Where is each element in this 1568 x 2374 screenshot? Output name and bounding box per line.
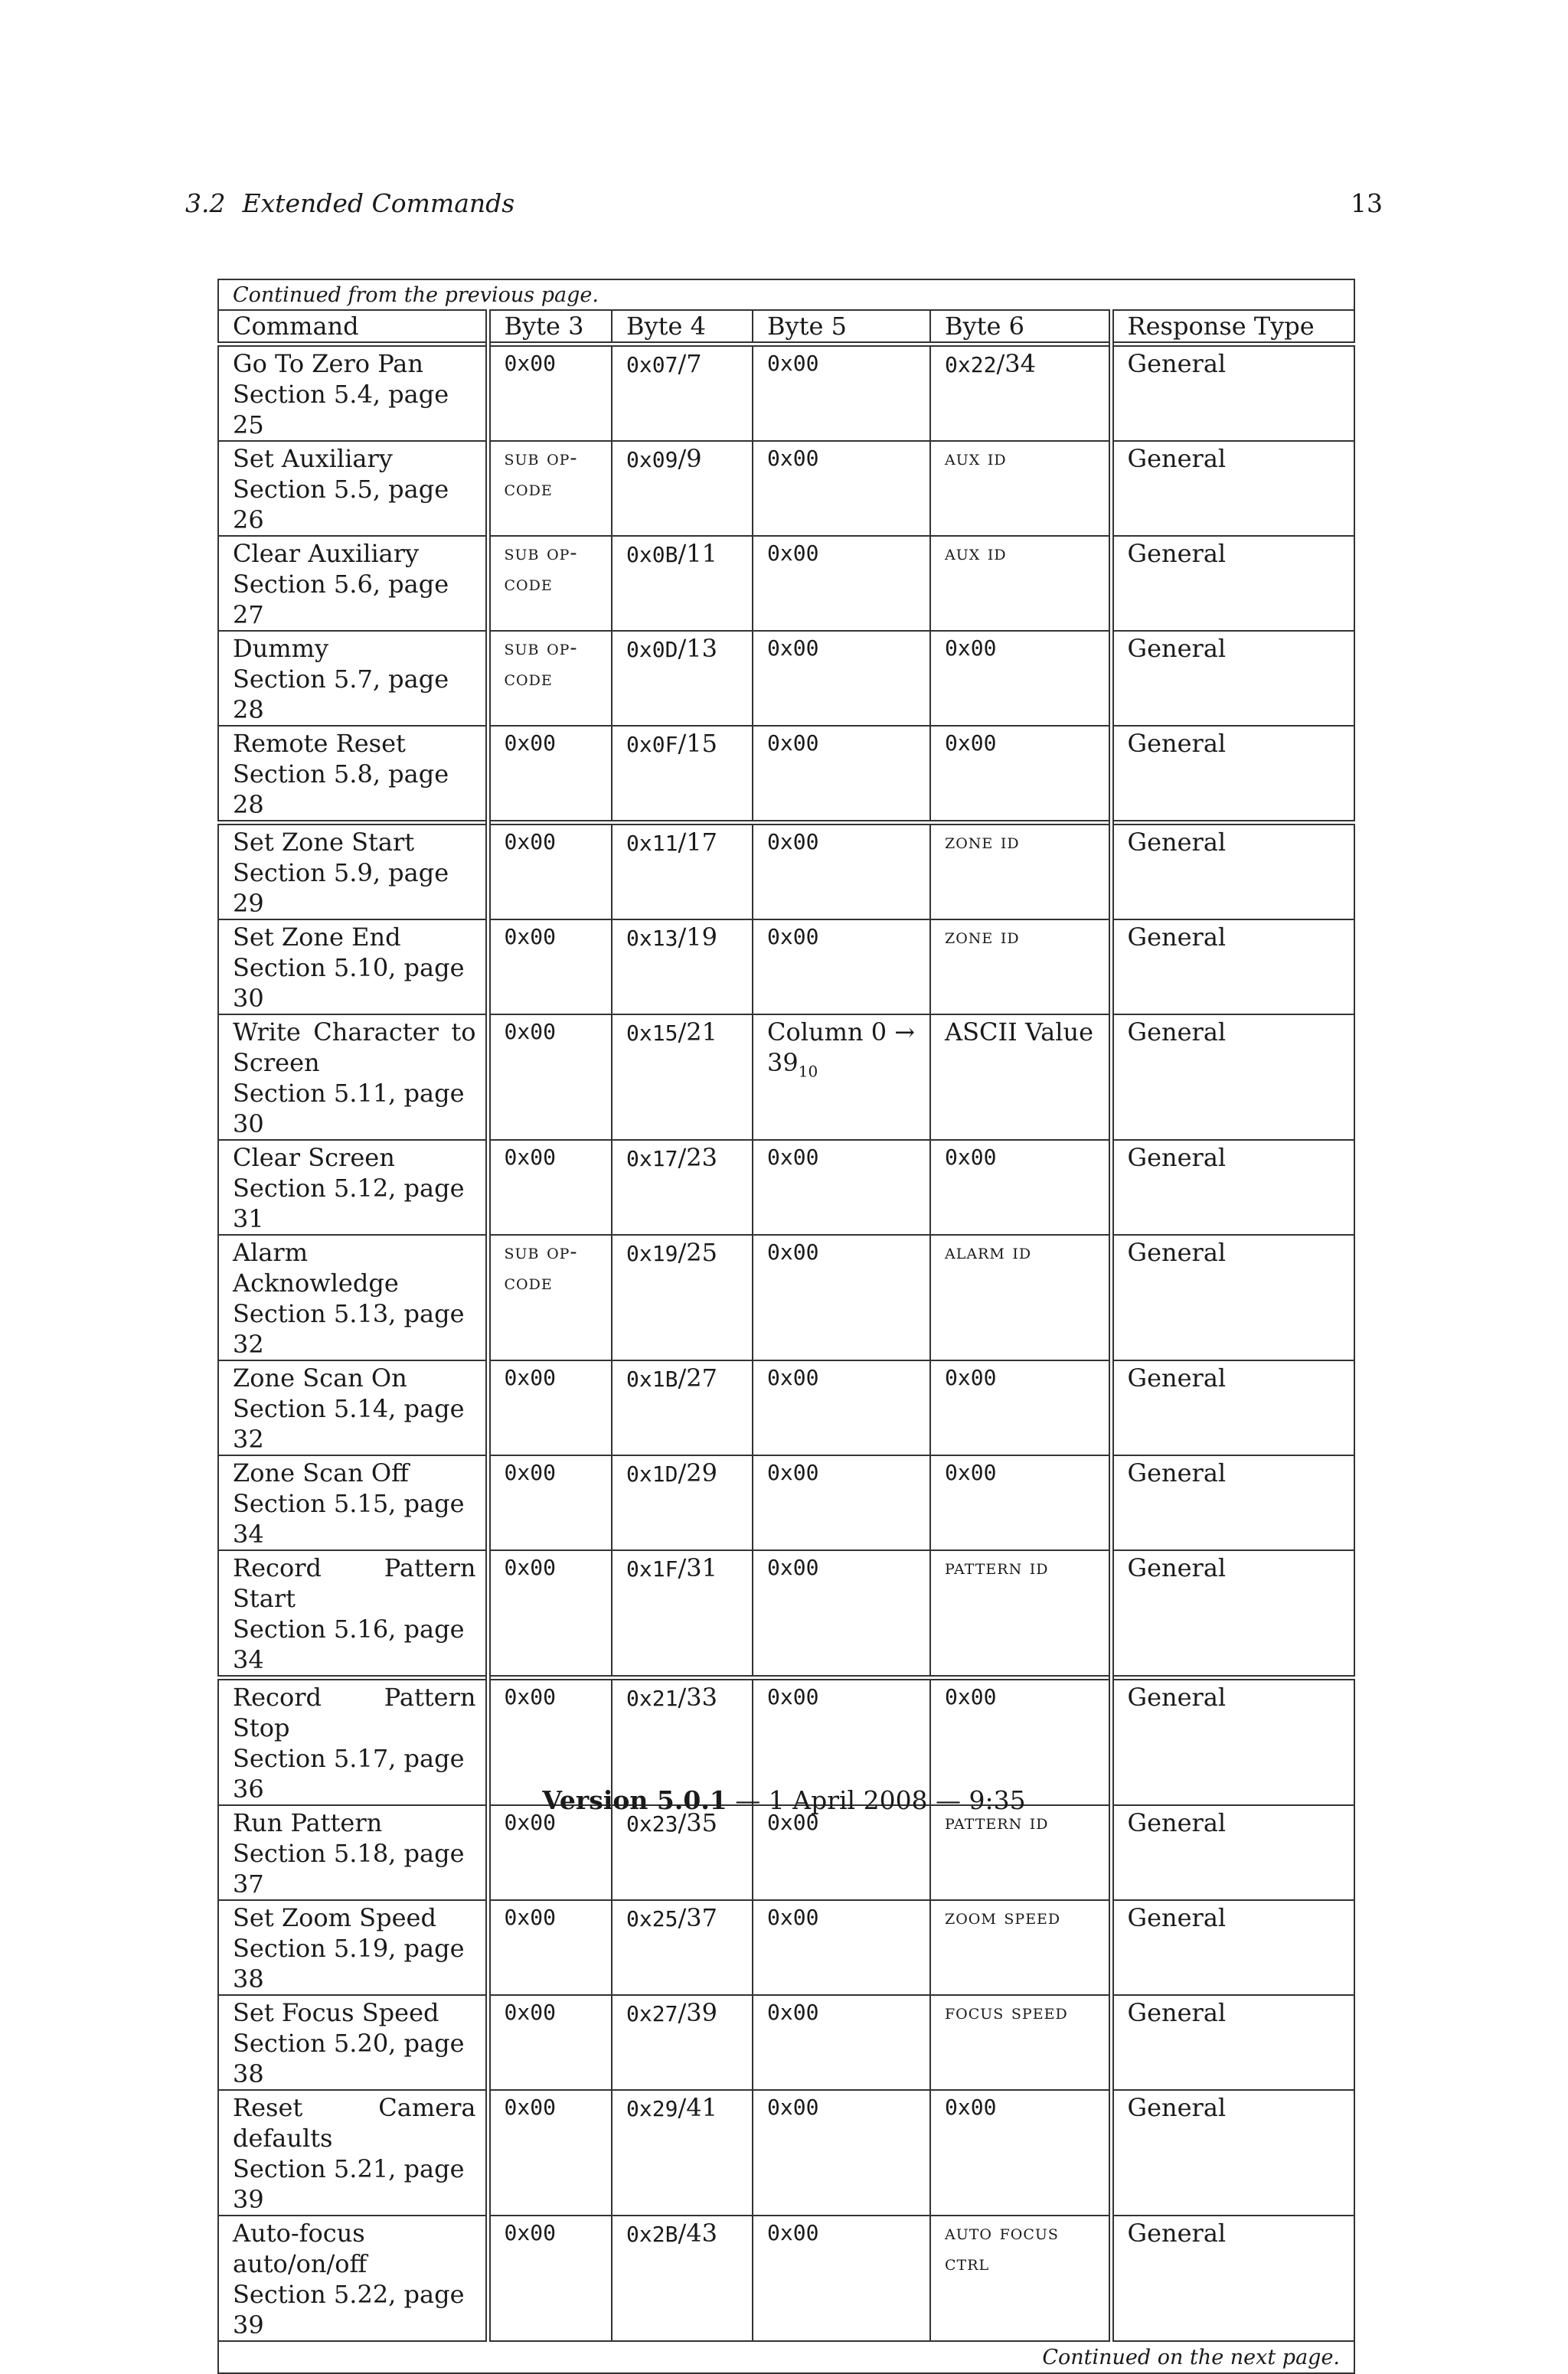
page-number: 13 <box>1351 188 1383 218</box>
byte-3-cell: 0x00 <box>488 1550 612 1678</box>
byte-4-decimal: /37 <box>678 1903 717 1932</box>
continued-next-row <box>218 2341 1354 2373</box>
byte-3-cell: 0x00 <box>488 1140 612 1235</box>
command-name: Set Zoom Speed <box>233 1903 436 1932</box>
byte-3-cell: 0x00 <box>488 1360 612 1455</box>
response-type-cell: General <box>1111 1805 1354 1900</box>
response-type-cell: General <box>1111 536 1354 631</box>
command-name: Write Character to Screen <box>233 1017 476 1077</box>
byte-4-hex: 0x1F <box>626 1556 678 1582</box>
byte-4-cell <box>612 1900 753 1995</box>
byte-3-cell: sub op-code <box>488 441 612 536</box>
command-section-reference: Section 5.20, page 38 <box>233 2029 465 2088</box>
command-cell <box>218 2090 488 2216</box>
byte-5-cell: 0x00 <box>753 1360 930 1455</box>
table-header-row <box>218 310 1354 345</box>
table-row <box>218 2216 1354 2341</box>
table-row <box>218 345 1354 442</box>
byte-6-cell: zone id <box>930 823 1111 920</box>
byte-6-decimal: /34 <box>996 349 1036 378</box>
response-type-cell: General <box>1111 823 1354 920</box>
command-name: Record Pattern Stop <box>233 1683 476 1742</box>
byte-4-cell <box>612 536 753 631</box>
byte-3-cell: 0x00 <box>488 823 612 920</box>
command-name: Record Pattern Start <box>233 1553 476 1613</box>
byte-4-hex: 0x07 <box>626 352 678 377</box>
command-section-reference: Section 5.7, page 28 <box>233 665 449 724</box>
byte-4-cell <box>612 1140 753 1235</box>
byte-4-cell <box>612 1360 753 1455</box>
byte-4-hex: 0x25 <box>626 1906 678 1932</box>
byte-5-cell: 0x00 <box>753 2216 930 2341</box>
command-name: Zone Scan On <box>233 1363 407 1393</box>
response-type-cell: General <box>1111 1235 1354 1360</box>
byte-6-cell: pattern id <box>930 1805 1111 1900</box>
byte-6-cell: 0x00 <box>930 1455 1111 1550</box>
byte-4-cell <box>612 919 753 1014</box>
byte-5-cell: 0x00 <box>753 726 930 823</box>
byte-4-decimal: /43 <box>678 2219 717 2248</box>
response-type-cell: General <box>1111 1014 1354 1140</box>
column-header-byte-5: Byte 5 <box>753 310 930 345</box>
response-type-cell: General <box>1111 1550 1354 1678</box>
byte-4-decimal: /21 <box>678 1017 717 1047</box>
response-type-cell: General <box>1111 345 1354 442</box>
byte-4-decimal: /41 <box>678 2093 717 2122</box>
command-cell <box>218 1805 488 1900</box>
byte-4-hex: 0x0F <box>626 732 678 757</box>
byte-4-hex: 0x0D <box>626 637 678 662</box>
byte-5-cell: 0x00 <box>753 345 930 442</box>
command-cell <box>218 1360 488 1455</box>
section-heading <box>185 188 514 218</box>
byte-4-decimal: /23 <box>678 1143 717 1172</box>
byte-4-hex: 0x11 <box>626 831 678 856</box>
command-section-reference: Section 5.8, page 28 <box>233 759 449 819</box>
byte-6-cell: auto focus ctrl <box>930 2216 1111 2341</box>
table-row <box>218 1014 1354 1140</box>
table-row <box>218 1550 1354 1678</box>
byte-3-cell: 0x00 <box>488 919 612 1014</box>
byte-6-cell: aux id <box>930 536 1111 631</box>
byte-3-cell: 0x00 <box>488 2090 612 2216</box>
byte-5-cell: 0x00 <box>753 1455 930 1550</box>
byte-5-cell: 0x00 <box>753 2090 930 2216</box>
byte-4-hex: 0x2B <box>626 2222 678 2247</box>
byte-4-decimal: /9 <box>678 444 702 473</box>
byte-6-cell <box>930 345 1111 442</box>
byte-3-cell: 0x00 <box>488 1455 612 1550</box>
response-type-cell: General <box>1111 1678 1354 1806</box>
byte-4-decimal: /27 <box>678 1363 717 1393</box>
byte-5-cell: 0x00 <box>753 536 930 631</box>
command-cell <box>218 345 488 442</box>
response-type-cell: General <box>1111 2216 1354 2341</box>
byte-5-cell: 0x00 <box>753 1995 930 2090</box>
byte-4-cell <box>612 1235 753 1360</box>
command-name: Zone Scan Off <box>233 1458 409 1487</box>
command-section-reference: Section 5.5, page 26 <box>233 475 449 534</box>
command-cell <box>218 919 488 1014</box>
section-title: Extended Commands <box>242 188 515 218</box>
byte-4-cell <box>612 1550 753 1678</box>
command-section-reference: Section 5.9, page 29 <box>233 858 449 918</box>
byte-5-cell: 0x00 <box>753 1900 930 1995</box>
command-cell <box>218 1550 488 1678</box>
byte-4-cell <box>612 1014 753 1140</box>
table-row <box>218 1140 1354 1235</box>
byte-4-cell <box>612 631 753 726</box>
response-type-cell: General <box>1111 441 1354 536</box>
byte-3-cell: 0x00 <box>488 1900 612 1995</box>
byte-6-cell: zoom speed <box>930 1900 1111 1995</box>
byte-4-hex: 0x1D <box>626 1461 678 1487</box>
section-number: 3.2 <box>185 188 226 218</box>
byte-4-decimal: /31 <box>678 1553 717 1582</box>
byte-6-cell: 0x00 <box>930 631 1111 726</box>
byte-6-cell: 0x00 <box>930 1360 1111 1455</box>
running-head <box>185 188 1383 225</box>
byte-4-cell <box>612 441 753 536</box>
response-type-cell: General <box>1111 726 1354 823</box>
column-header-byte-4: Byte 4 <box>612 310 753 345</box>
byte-6-cell: ASCII Value <box>930 1014 1111 1140</box>
page-footer <box>0 1785 1568 1815</box>
command-section-reference: Section 5.6, page 27 <box>233 570 449 629</box>
command-cell <box>218 823 488 920</box>
byte-3-cell: 0x00 <box>488 1995 612 2090</box>
response-type-cell: General <box>1111 2090 1354 2216</box>
response-type-cell: General <box>1111 1455 1354 1550</box>
byte-4-cell <box>612 1455 753 1550</box>
table-row <box>218 631 1354 726</box>
byte-5-cell: 0x00 <box>753 1678 930 1806</box>
command-name: Reset Camera defaults <box>233 2093 476 2153</box>
byte-4-hex: 0x15 <box>626 1020 678 1046</box>
command-name: Clear Auxiliary <box>233 539 420 568</box>
command-section-reference: Section 5.12, page 31 <box>233 1174 465 1233</box>
byte-6-cell: pattern id <box>930 1550 1111 1678</box>
byte-3-cell: sub op-code <box>488 536 612 631</box>
command-section-reference: Section 5.14, page 32 <box>233 1394 465 1454</box>
response-type-cell: General <box>1111 1900 1354 1995</box>
byte-4-decimal: /17 <box>678 828 717 857</box>
byte-4-decimal: /7 <box>678 349 702 378</box>
command-section-reference: Section 5.13, page 32 <box>233 1299 465 1359</box>
table-row <box>218 1900 1354 1995</box>
command-cell <box>218 2216 488 2341</box>
response-type-cell: General <box>1111 1995 1354 2090</box>
command-section-reference: Section 5.17, page 36 <box>233 1744 465 1804</box>
byte-6-cell: 0x00 <box>930 2090 1111 2216</box>
byte-6-hex: 0x22 <box>945 352 997 377</box>
byte-5-cell: 0x00 <box>753 1235 930 1360</box>
byte-5-cell: 0x00 <box>753 1805 930 1900</box>
response-type-cell: General <box>1111 1360 1354 1455</box>
byte-3-cell: 0x00 <box>488 345 612 442</box>
byte-4-cell <box>612 1805 753 1900</box>
command-section-reference: Section 5.15, page 34 <box>233 1489 465 1549</box>
command-name: Go To Zero Pan <box>233 349 423 378</box>
byte-6-cell: 0x00 <box>930 1140 1111 1235</box>
command-cell <box>218 1900 488 1995</box>
continued-next-note: Continued on the next page. <box>218 2341 1354 2373</box>
table-row <box>218 919 1354 1014</box>
byte-6-cell: alarm id <box>930 1235 1111 1360</box>
byte-4-hex: 0x23 <box>626 1811 678 1837</box>
command-cell <box>218 536 488 631</box>
byte-4-decimal: /29 <box>678 1458 717 1487</box>
command-section-reference: Section 5.4, page 25 <box>233 380 449 439</box>
byte-5-cell: 0x00 <box>753 631 930 726</box>
byte-5-cell: 0x00 <box>753 1550 930 1678</box>
table-row <box>218 1235 1354 1360</box>
command-cell <box>218 1995 488 2090</box>
table-row <box>218 536 1354 631</box>
byte-5-cell: 0x00 <box>753 1140 930 1235</box>
command-name: Dummy <box>233 634 329 663</box>
byte-4-decimal: /11 <box>678 539 717 568</box>
byte-4-hex: 0x0B <box>626 542 678 567</box>
table-row <box>218 823 1354 920</box>
command-name: Set Focus Speed <box>233 1998 439 2027</box>
byte-4-hex: 0x29 <box>626 2096 678 2121</box>
byte-4-hex: 0x09 <box>626 447 678 472</box>
command-name: Auto-focus auto/on/off <box>233 2219 368 2278</box>
command-section-reference: Section 5.18, page 37 <box>233 1839 465 1899</box>
byte-3-cell: 0x00 <box>488 726 612 823</box>
command-section-reference: Section 5.11, page 30 <box>233 1079 465 1138</box>
table-row <box>218 2090 1354 2216</box>
byte-3-cell: 0x00 <box>488 1014 612 1140</box>
command-cell <box>218 1140 488 1235</box>
byte-3-cell: 0x00 <box>488 2216 612 2341</box>
extended-commands-table-wrap <box>217 279 1354 2374</box>
command-section-reference: Section 5.16, page 34 <box>233 1615 465 1674</box>
byte-4-cell <box>612 823 753 920</box>
byte-4-hex: 0x17 <box>626 1146 678 1171</box>
byte-5-cell: 0x00 <box>753 919 930 1014</box>
byte-4-hex: 0x27 <box>626 2001 678 2026</box>
byte-6-cell: 0x00 <box>930 1678 1111 1806</box>
byte-6-cell: 0x00 <box>930 726 1111 823</box>
byte-5-cell: Column $0 \to 39_{10}$ <box>753 1014 930 1140</box>
command-cell <box>218 1014 488 1140</box>
byte-4-cell <box>612 2090 753 2216</box>
command-name: Set Auxiliary <box>233 444 393 473</box>
byte-5-subscript: 10 <box>798 1062 818 1081</box>
command-name: Set Zone Start <box>233 828 415 857</box>
byte-4-cell <box>612 726 753 823</box>
command-section-reference: Section 5.22, page 39 <box>233 2280 465 2340</box>
table-row <box>218 1805 1354 1900</box>
byte-4-cell <box>612 345 753 442</box>
byte-3-cell: sub op-code <box>488 631 612 726</box>
command-cell <box>218 631 488 726</box>
continued-from-note: Continued from the previous page. <box>218 279 1354 310</box>
byte-4-decimal: /35 <box>678 1808 717 1837</box>
command-section-reference: Section 5.21, page 39 <box>233 2154 465 2214</box>
column-header-byte-3: Byte 3 <box>488 310 612 345</box>
command-cell <box>218 1455 488 1550</box>
footer-version: Version 5.0.1 <box>542 1785 727 1815</box>
command-section-reference: Section 5.19, page 38 <box>233 1934 465 1994</box>
column-header-response-type: Response Type <box>1111 310 1354 345</box>
response-type-cell: General <box>1111 919 1354 1014</box>
byte-3-cell: 0x00 <box>488 1805 612 1900</box>
byte-6-cell: aux id <box>930 441 1111 536</box>
command-name: Alarm Acknowledge <box>233 1238 399 1298</box>
table-row <box>218 441 1354 536</box>
byte-4-hex: 0x19 <box>626 1241 678 1266</box>
byte-4-decimal: /25 <box>678 1238 717 1267</box>
footer-date-time: — 1 April 2008 — 9:35 <box>727 1785 1026 1815</box>
command-name: Remote Reset <box>233 729 406 758</box>
byte-4-decimal: /15 <box>678 729 717 758</box>
command-section-reference: Section 5.10, page 30 <box>233 953 465 1013</box>
byte-4-hex: 0x1B <box>626 1367 678 1392</box>
table-row <box>218 1360 1354 1455</box>
byte-4-hex: 0x13 <box>626 926 678 951</box>
byte-3-cell: 0x00 <box>488 1678 612 1806</box>
command-name: Clear Screen <box>233 1143 395 1172</box>
byte-5-cell: 0x00 <box>753 823 930 920</box>
command-name: Set Zone End <box>233 922 401 952</box>
command-cell <box>218 1235 488 1360</box>
command-cell <box>218 726 488 823</box>
table-row <box>218 1455 1354 1550</box>
byte-6-cell: zone id <box>930 919 1111 1014</box>
byte-6-cell: focus speed <box>930 1995 1111 2090</box>
extended-commands-table <box>217 279 1355 2374</box>
byte-4-decimal: /13 <box>678 634 717 663</box>
byte-4-cell <box>612 2216 753 2341</box>
response-type-cell: General <box>1111 631 1354 726</box>
byte-4-decimal: /39 <box>678 1998 717 2027</box>
byte-4-hex: 0x21 <box>626 1686 678 1711</box>
byte-5-cell: 0x00 <box>753 441 930 536</box>
column-header-command: Command <box>218 310 488 345</box>
byte-3-cell: sub op-code <box>488 1235 612 1360</box>
response-type-cell: General <box>1111 1140 1354 1235</box>
byte-4-decimal: /19 <box>678 922 717 952</box>
table-row <box>218 726 1354 823</box>
byte-4-decimal: /33 <box>678 1683 717 1712</box>
command-name: Run Pattern <box>233 1808 383 1837</box>
byte-4-cell <box>612 1995 753 2090</box>
column-header-byte-6: Byte 6 <box>930 310 1111 345</box>
continued-from-row <box>218 279 1354 310</box>
command-cell <box>218 441 488 536</box>
table-row <box>218 1995 1354 2090</box>
